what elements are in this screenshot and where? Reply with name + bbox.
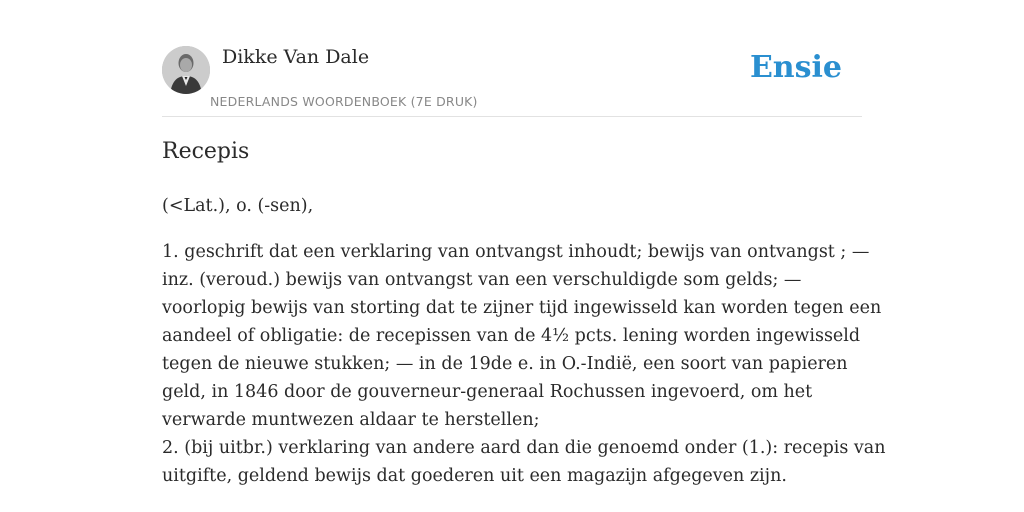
ensie-logo[interactable]: Ensie [749,50,842,85]
definition-line: voorlopig bewijs van storting dat te zijner tijd ingewisseld kan worden tegen een [162,298,882,318]
entry-definition [162,238,886,490]
definition-line: inz. (veroud.) bewijs van ontvangst van een verschuldigde som gelds; — [162,270,802,290]
definition-line: 2. (bij uitbr.) verklaring van andere aard dan die genoemd onder (1.): recepis van [162,438,886,458]
definition-line: tegen de nieuwe stukken; — in de 19de e. in O.-Indië, een soort van papieren [162,354,848,374]
entry-content [162,192,886,508]
definition-line: geld, in 1846 door de gouverneur-generaal Rochussen ingevoerd, om het [162,382,813,402]
definition-line: aandeel of obligatie: de recepissen van de 4½ pcts. lening worden ingewisseld [162,326,861,346]
entry-title: Recepis [162,139,250,164]
source-label: NEDERLANDS WOORDENBOEK (7E DRUK) [210,94,478,109]
author-avatar [162,46,210,94]
header [162,44,862,117]
portrait-icon [162,46,210,94]
definition-line: 1. geschrift dat een verklaring van ontvangst inhoudt; bewijs van ontvangst ; — [162,242,870,262]
entry-grammar: (<Lat.), o. (-sen), [162,196,314,216]
author-name[interactable]: Dikke Van Dale [222,46,370,68]
definition-line: verwarde muntwezen aldaar te herstellen; [162,410,540,430]
definition-line: uitgifte, geldend bewijs dat goederen uit een magazijn afgegeven zijn. [162,466,787,486]
